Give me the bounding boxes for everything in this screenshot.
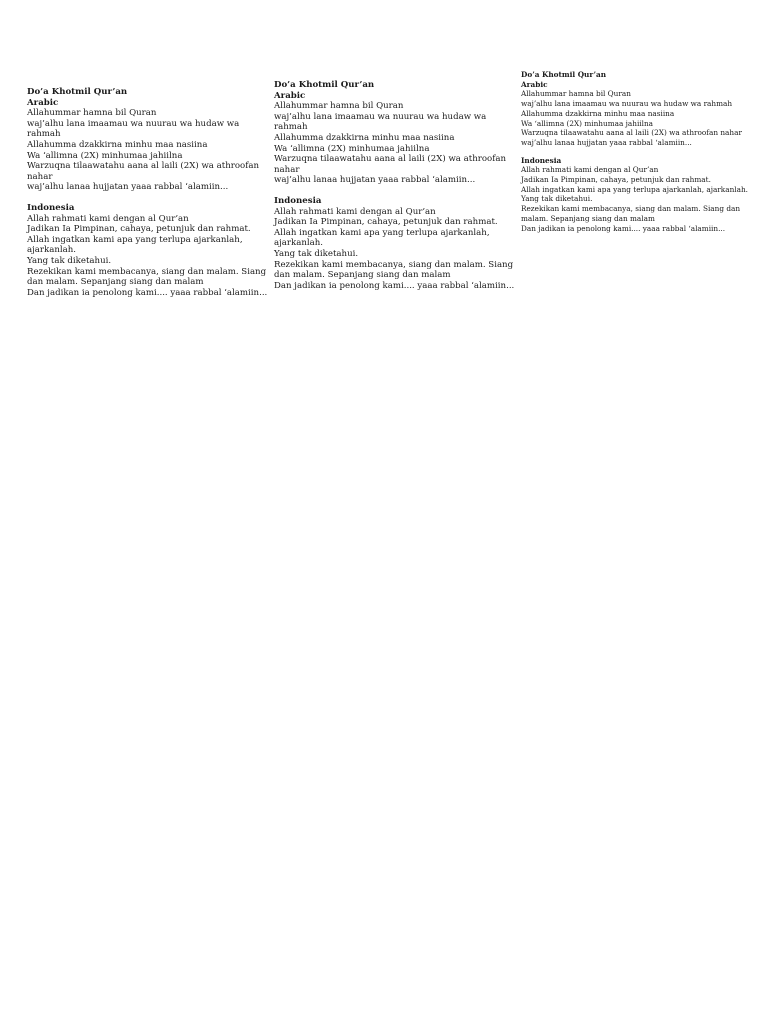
arabic-line: Allahummar hamna bil Quran [521,89,631,99]
section-gap [274,186,514,196]
indonesia-line: Dan jadikan ia penolong kami.... yaaa rabbal ‘alamiin... [521,223,726,233]
arabic-line: Allahumma dzakkirna minhu maa nasiina [27,139,208,150]
arabic-line: nahar [27,171,53,182]
indonesia-line: Dan jadikan ia penolong kami.... yaaa rabbal ‘alamiin... [274,280,515,291]
indonesia-line: Yang tak diketahui. [521,194,593,204]
indonesia-line: Allah rahmati kami dengan al Qur’an [27,213,189,224]
arabic-line: rahmah [274,122,308,133]
indonesia-line: dan malam. Sepanjang siang dan malam [27,277,204,288]
arabic-line: Warzuqna tilaawatahu aana al laili (2X) wa athroofan [27,161,260,172]
indonesia-line: dan malam. Sepanjang siang dan malam [274,270,451,281]
arabic-heading: Arabic [27,97,59,108]
indonesia-heading: Indonesia [521,155,562,165]
doc-title: Do’a Khotmil Qur’an [521,70,607,79]
arabic-line: waj’alhu lana imaamau wa nuurau wa hudaw wa [27,118,240,129]
arabic-line: waj’alhu lana imaamau wa nuurau wa hudaw wa rahmah [521,99,733,109]
indonesia-line: Jadikan Ia Pimpinan, cahaya, petunjuk dan rahmat. [274,217,498,228]
text-column-1 [27,87,267,298]
indonesia-line: Yang tak diketahui. [274,248,359,259]
indonesia-heading: Indonesia [274,195,322,206]
indonesia-line: Allah rahmati kami dengan al Qur’an [274,206,436,217]
indonesia-line: Jadikan Ia Pimpinan, cahaya, petunjuk dan rahmat. [27,224,251,235]
arabic-line: Wa ‘allimna (2X) minhumaa jahiilna [27,150,183,161]
doc-title: Do’a Khotmil Qur’an [274,80,375,90]
section-gap [27,193,267,203]
arabic-line: Allahummar hamna bil Quran [274,101,404,112]
arabic-line: Allahumma dzakkirna minhu maa nasiina [274,132,455,143]
doc-title: Do’a Khotmil Qur’an [27,87,128,97]
indonesia-line: Allah ingatkan kami apa yang terlupa ajarkanlah, [274,227,490,238]
arabic-line: waj’alhu lana imaamau wa nuurau wa hudaw wa [274,111,487,122]
indonesia-line: ajarkanlah. [27,245,77,256]
indonesia-line: Rezekikan kami membacanya, siang dan malam. Siang [274,259,514,270]
text-column-3 [521,70,748,233]
indonesia-line: Allah ingatkan kami apa yang terlupa ajarkanlah, [27,234,243,245]
indonesia-line: Rezekikan kami membacanya, siang dan malam. Siang dan [521,204,741,214]
indonesia-heading: Indonesia [27,202,75,213]
arabic-line: Wa ‘allimna (2X) minhumaa jahiilna [274,143,430,154]
indonesia-line: Yang tak diketahui. [27,255,112,266]
indonesia-line: Allah rahmati kami dengan al Qur’an [521,165,659,175]
indonesia-line: malam. Sepanjang siang dan malam [521,213,655,223]
indonesia-line: Allah ingatkan kami apa yang terlupa ajarkanlah, ajarkanlah. [521,184,748,194]
arabic-line: waj’alhu lanaa hujjatan yaaa rabbal ‘alamiin... [27,182,229,193]
section-gap [521,148,748,156]
arabic-line: Allahumma dzakkirna minhu maa nasiina [521,108,675,118]
text-column-2 [274,80,514,291]
arabic-line: Warzuqna tilaawatahu aana al laili (2X) wa athroofan [274,154,507,165]
arabic-line: rahmah [27,129,61,140]
indonesia-line: ajarkanlah. [274,238,324,249]
arabic-heading: Arabic [274,90,306,101]
arabic-line: Wa ‘allimna (2X) minhumaa jahiilna [521,118,653,128]
arabic-heading: Arabic [521,79,548,89]
arabic-line: waj’alhu lanaa hujjatan yaaa rabbal ‘alamiin... [521,137,692,147]
indonesia-line: Rezekikan kami membacanya, siang dan malam. Siang [27,266,267,277]
arabic-line: Allahummar hamna bil Quran [27,108,157,119]
arabic-line: Warzuqna tilaawatahu aana al laili (2X) wa athroofan nahar [521,128,742,138]
arabic-line: waj’alhu lanaa hujjatan yaaa rabbal ‘alamiin... [274,175,476,186]
arabic-line: nahar [274,164,300,175]
indonesia-line: Dan jadikan ia penolong kami.... yaaa rabbal ‘alamiin... [27,287,268,298]
indonesia-line: Jadikan Ia Pimpinan, cahaya, petunjuk dan rahmat. [521,175,711,185]
